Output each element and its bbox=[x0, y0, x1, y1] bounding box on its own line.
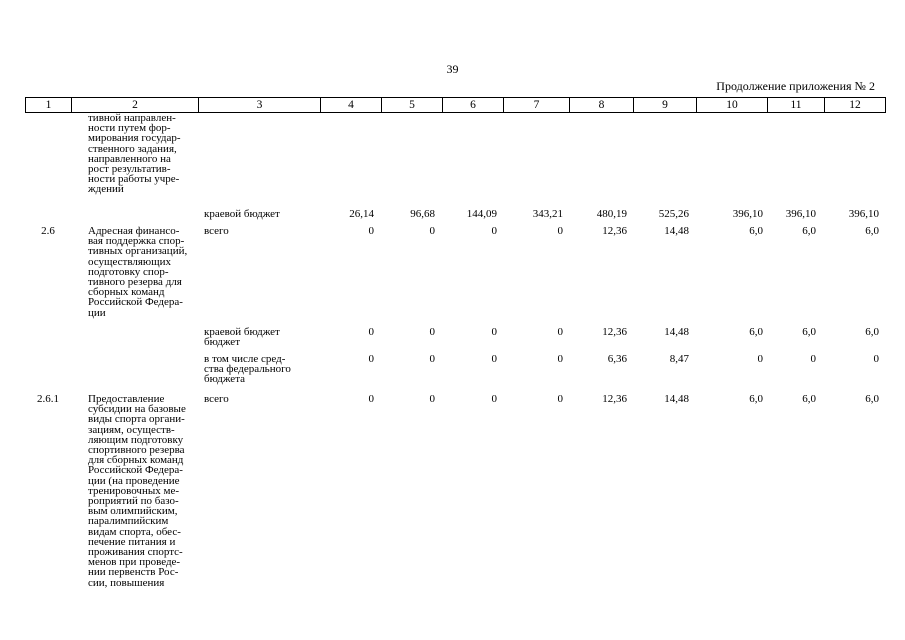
value-cell-col-4: 0 bbox=[368, 353, 374, 365]
value-cell-col-5: 0 bbox=[429, 393, 435, 405]
value-cell-col-8: 6,36 bbox=[607, 353, 627, 365]
appendix-note: Продолжение приложения № 2 bbox=[716, 79, 875, 93]
value-cell-col-9: 525,26 bbox=[658, 208, 689, 220]
value-cell-col-7: 0 bbox=[557, 353, 563, 365]
header-cell-12: 12 bbox=[825, 98, 886, 113]
row-number: 2.6.1 bbox=[37, 393, 59, 405]
value-cell-col-10: 6,0 bbox=[749, 393, 763, 405]
value-cell-col-10: 0 bbox=[757, 353, 763, 365]
value-cell-col-7: 0 bbox=[557, 225, 563, 237]
header-cell-8: 8 bbox=[570, 98, 634, 113]
value-cell-col-12: 6,0 bbox=[865, 393, 879, 405]
header-cell-4: 4 bbox=[321, 98, 382, 113]
value-cell-col-10: 6,0 bbox=[749, 326, 763, 338]
value-cell-col-11: 396,10 bbox=[785, 208, 816, 220]
value-cell-col-5: 96,68 bbox=[410, 208, 435, 220]
row-source: краевой бюджет бюджет bbox=[204, 326, 280, 349]
header-cell-9: 9 bbox=[634, 98, 697, 113]
value-cell-col-4: 0 bbox=[368, 393, 374, 405]
header-cell-6: 6 bbox=[443, 98, 504, 113]
row-source: краевой бюджет bbox=[204, 208, 280, 220]
value-cell-col-6: 0 bbox=[491, 393, 497, 405]
value-cell-col-7: 343,21 bbox=[532, 208, 563, 220]
row-source: всего bbox=[204, 225, 229, 237]
header-cell-5: 5 bbox=[382, 98, 443, 113]
value-cell-col-11: 0 bbox=[810, 353, 816, 365]
value-cell-col-6: 0 bbox=[491, 225, 497, 237]
value-cell-col-12: 6,0 bbox=[865, 326, 879, 338]
value-cell-col-9: 8,47 bbox=[669, 353, 689, 365]
header-cell-3: 3 bbox=[199, 98, 321, 113]
value-cell-col-5: 0 bbox=[429, 326, 435, 338]
value-cell-col-12: 0 bbox=[873, 353, 879, 365]
page-number: 39 bbox=[446, 62, 459, 76]
value-cell-col-6: 144,09 bbox=[466, 208, 497, 220]
row-name: тивной направлен- ности путем фор- мирования государ- ственного задания, направленного на рост результатив- ности работы учре- ждений bbox=[88, 112, 181, 196]
value-cell-col-11: 6,0 bbox=[802, 326, 816, 338]
value-cell-col-11: 6,0 bbox=[802, 225, 816, 237]
row-name: Предоставление субсидии на базовые виды спорта органи- зациям, осуществ- ляющим подготовку спортивного резерва для сборных команд Российской Федера- ции (на проведение тренировочных ме- роприятий по базо- вым олимпийским, паралимпийским видам спорта, обес- печение питания и проживания спортс- менов при проведе- нии первенств Рос- сии, повышения bbox=[88, 393, 186, 589]
value-cell-col-8: 12,36 bbox=[602, 393, 627, 405]
header-cell-7: 7 bbox=[504, 98, 570, 113]
value-cell-col-10: 396,10 bbox=[732, 208, 763, 220]
value-cell-col-4: 0 bbox=[368, 326, 374, 338]
value-cell-col-11: 6,0 bbox=[802, 393, 816, 405]
column-header-table bbox=[25, 97, 886, 113]
header-cell-10: 10 bbox=[697, 98, 768, 113]
header-cell-1: 1 bbox=[26, 98, 72, 113]
value-cell-col-12: 6,0 bbox=[865, 225, 879, 237]
row-number: 2.6 bbox=[41, 225, 55, 237]
value-cell-col-12: 396,10 bbox=[848, 208, 879, 220]
value-cell-col-9: 14,48 bbox=[664, 225, 689, 237]
value-cell-col-6: 0 bbox=[491, 326, 497, 338]
value-cell-col-9: 14,48 bbox=[664, 326, 689, 338]
value-cell-col-5: 0 bbox=[429, 225, 435, 237]
header-row bbox=[26, 98, 886, 113]
row-source: в том числе сред- ства федерального бюджета bbox=[204, 353, 291, 386]
value-cell-col-5: 0 bbox=[429, 353, 435, 365]
header-cell-2: 2 bbox=[72, 98, 199, 113]
value-cell-col-10: 6,0 bbox=[749, 225, 763, 237]
value-cell-col-7: 0 bbox=[557, 326, 563, 338]
value-cell-col-4: 0 bbox=[368, 225, 374, 237]
value-cell-col-6: 0 bbox=[491, 353, 497, 365]
value-cell-col-4: 26,14 bbox=[349, 208, 374, 220]
header-cell-11: 11 bbox=[768, 98, 825, 113]
value-cell-col-8: 12,36 bbox=[602, 225, 627, 237]
value-cell-col-8: 480,19 bbox=[596, 208, 627, 220]
row-name: Адресная финансо- вая поддержка спор- тивных организаций, осуществляющих подготовку спор- тивного резерва для сборных команд Российской Федера- ции bbox=[88, 225, 188, 319]
row-source: всего bbox=[204, 393, 229, 405]
value-cell-col-9: 14,48 bbox=[664, 393, 689, 405]
value-cell-col-7: 0 bbox=[557, 393, 563, 405]
value-cell-col-8: 12,36 bbox=[602, 326, 627, 338]
